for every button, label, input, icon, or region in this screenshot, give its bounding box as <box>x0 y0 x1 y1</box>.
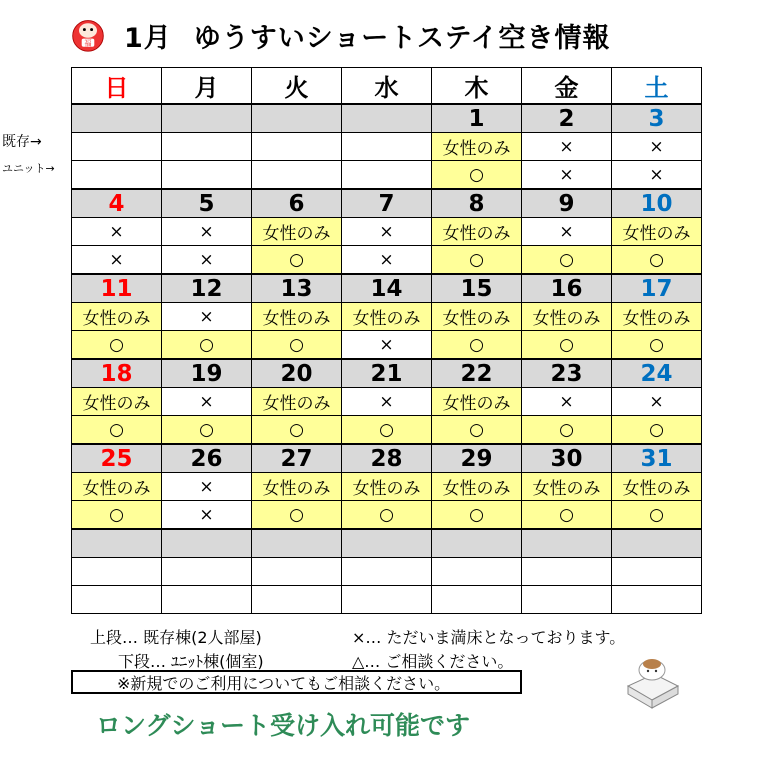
date-cell: 1 <box>432 104 522 133</box>
availability-cell: ○ <box>612 246 702 275</box>
availability-cell <box>72 558 162 586</box>
title-text: ゆうすいショートステイ空き情報 <box>193 22 611 54</box>
availability-cell: 女性のみ <box>252 388 342 416</box>
availability-cell <box>522 586 612 614</box>
availability-cell <box>432 586 522 614</box>
weekday-0: 日 <box>72 68 162 105</box>
availability-cell: ○ <box>162 416 252 445</box>
availability-cell <box>72 586 162 614</box>
weekday-5: 金 <box>522 68 612 105</box>
date-row <box>72 444 702 473</box>
availability-cell: × <box>522 161 612 190</box>
date-cell <box>522 529 612 558</box>
date-cell: 16 <box>522 274 612 303</box>
date-cell: 24 <box>612 359 702 388</box>
date-cell: 15 <box>432 274 522 303</box>
availability-cell: × <box>612 161 702 190</box>
availability-cell: 女性のみ <box>432 473 522 501</box>
date-cell: 10 <box>612 189 702 218</box>
unit-building-row <box>72 586 702 614</box>
availability-cell <box>342 586 432 614</box>
availability-cell: ○ <box>252 501 342 530</box>
availability-cell <box>432 558 522 586</box>
availability-cell: ○ <box>162 331 252 360</box>
availability-cell: × <box>522 133 612 161</box>
date-cell <box>72 529 162 558</box>
weekday-3: 水 <box>342 68 432 105</box>
date-cell: 14 <box>342 274 432 303</box>
availability-cell: 女性のみ <box>72 473 162 501</box>
date-row <box>72 529 702 558</box>
availability-cell <box>252 586 342 614</box>
availability-cell: ○ <box>522 331 612 360</box>
availability-cell: × <box>342 331 432 360</box>
availability-cell: × <box>72 246 162 275</box>
availability-cell: ○ <box>72 331 162 360</box>
date-cell: 22 <box>432 359 522 388</box>
existing-building-row <box>72 133 702 161</box>
legend-lower-row: 下段… ﾕﾆｯﾄ棟(個室) <box>118 652 264 671</box>
availability-cell: ○ <box>342 501 432 530</box>
availability-cell: 女性のみ <box>252 218 342 246</box>
availability-cell: 女性のみ <box>432 133 522 161</box>
availability-cell: 女性のみ <box>342 303 432 331</box>
date-cell: 26 <box>162 444 252 473</box>
existing-building-row <box>72 558 702 586</box>
date-row <box>72 189 702 218</box>
date-cell: 19 <box>162 359 252 388</box>
availability-cell: ○ <box>432 331 522 360</box>
date-cell: 9 <box>522 189 612 218</box>
date-cell: 5 <box>162 189 252 218</box>
date-cell <box>342 104 432 133</box>
calendar-table <box>71 67 702 614</box>
availability-cell <box>72 133 162 161</box>
weekday-2: 火 <box>252 68 342 105</box>
footer-message: ロングショート受け入れ可能です <box>96 711 471 740</box>
existing-building-row <box>72 473 702 501</box>
date-cell <box>162 104 252 133</box>
weekday-6: 土 <box>612 68 702 105</box>
availability-cell: 女性のみ <box>432 218 522 246</box>
date-cell <box>252 529 342 558</box>
availability-cell <box>342 558 432 586</box>
availability-cell <box>612 586 702 614</box>
date-cell: 7 <box>342 189 432 218</box>
legend-upper-row: 上段… 既存棟(2人部屋) <box>90 628 262 647</box>
availability-cell: × <box>162 501 252 530</box>
unit-building-row <box>72 331 702 360</box>
date-cell: 18 <box>72 359 162 388</box>
availability-cell: ○ <box>432 246 522 275</box>
availability-cell: 女性のみ <box>432 303 522 331</box>
date-row <box>72 274 702 303</box>
availability-cell: ○ <box>252 331 342 360</box>
date-row <box>72 359 702 388</box>
date-cell: 21 <box>342 359 432 388</box>
legend-consult: △… ご相談ください。 <box>352 652 514 671</box>
availability-cell: ○ <box>432 161 522 190</box>
availability-cell: × <box>342 246 432 275</box>
date-row <box>72 104 702 133</box>
weekday-header-row <box>72 68 702 105</box>
availability-cell: × <box>162 303 252 331</box>
date-cell <box>432 529 522 558</box>
availability-cell <box>162 133 252 161</box>
availability-cell: × <box>522 388 612 416</box>
availability-cell: ○ <box>432 416 522 445</box>
cake-illustration <box>622 656 682 710</box>
header <box>70 12 611 58</box>
date-cell: 13 <box>252 274 342 303</box>
availability-cell: 女性のみ <box>612 218 702 246</box>
existing-building-row <box>72 218 702 246</box>
weekday-1: 月 <box>162 68 252 105</box>
availability-cell: ○ <box>342 416 432 445</box>
availability-cell: ○ <box>252 416 342 445</box>
availability-cell <box>342 161 432 190</box>
date-cell <box>342 529 432 558</box>
date-cell: 11 <box>72 274 162 303</box>
availability-cell: ○ <box>612 416 702 445</box>
availability-cell: ○ <box>72 416 162 445</box>
availability-cell: × <box>522 218 612 246</box>
availability-cell: ○ <box>612 331 702 360</box>
existing-building-row <box>72 303 702 331</box>
date-cell <box>162 529 252 558</box>
page-title <box>124 16 611 55</box>
date-cell: 20 <box>252 359 342 388</box>
availability-cell: ○ <box>522 246 612 275</box>
availability-cell: 女性のみ <box>72 303 162 331</box>
date-cell <box>72 104 162 133</box>
side-label-upper: 既存→ <box>2 134 42 150</box>
availability-cell <box>252 161 342 190</box>
availability-cell: ○ <box>252 246 342 275</box>
existing-building-row <box>72 388 702 416</box>
side-label-lower: ユニット→ <box>2 162 55 175</box>
title-month: 1月 <box>124 22 172 54</box>
availability-cell: 女性のみ <box>522 303 612 331</box>
availability-cell: ○ <box>612 501 702 530</box>
availability-cell: ○ <box>72 501 162 530</box>
date-cell: 4 <box>72 189 162 218</box>
availability-cell <box>612 558 702 586</box>
availability-cell <box>162 161 252 190</box>
availability-cell: 女性のみ <box>612 303 702 331</box>
availability-cell <box>252 133 342 161</box>
date-cell: 17 <box>612 274 702 303</box>
availability-cell: 女性のみ <box>252 303 342 331</box>
availability-cell: × <box>162 218 252 246</box>
date-cell: 28 <box>342 444 432 473</box>
availability-cell: 女性のみ <box>612 473 702 501</box>
notice-box: ※新規でのご利用についてもご相談ください。 <box>71 670 522 694</box>
availability-cell: × <box>162 388 252 416</box>
legend-full: ×… ただいま満床となっております。 <box>352 628 626 647</box>
date-cell: 6 <box>252 189 342 218</box>
availability-cell: × <box>342 218 432 246</box>
availability-cell: × <box>162 246 252 275</box>
availability-cell: 女性のみ <box>522 473 612 501</box>
availability-cell: × <box>612 133 702 161</box>
availability-cell <box>342 133 432 161</box>
date-cell: 27 <box>252 444 342 473</box>
date-cell: 29 <box>432 444 522 473</box>
availability-cell: ○ <box>522 501 612 530</box>
date-cell: 30 <box>522 444 612 473</box>
unit-building-row <box>72 416 702 445</box>
availability-cell: × <box>162 473 252 501</box>
availability-cell <box>162 558 252 586</box>
date-cell: 25 <box>72 444 162 473</box>
availability-cell: × <box>342 388 432 416</box>
availability-cell: × <box>612 388 702 416</box>
availability-cell <box>72 161 162 190</box>
weekday-4: 木 <box>432 68 522 105</box>
unit-building-row <box>72 501 702 530</box>
date-cell: 31 <box>612 444 702 473</box>
date-cell: 3 <box>612 104 702 133</box>
date-cell: 8 <box>432 189 522 218</box>
date-cell: 12 <box>162 274 252 303</box>
daruma-label: 福 <box>84 38 92 48</box>
availability-cell: × <box>72 218 162 246</box>
unit-building-row <box>72 246 702 275</box>
date-cell <box>252 104 342 133</box>
availability-cell: 女性のみ <box>432 388 522 416</box>
availability-cell <box>252 558 342 586</box>
availability-cell: ○ <box>432 501 522 530</box>
availability-cell: ○ <box>522 416 612 445</box>
availability-cell: 女性のみ <box>252 473 342 501</box>
unit-building-row <box>72 161 702 190</box>
availability-cell: 女性のみ <box>342 473 432 501</box>
date-cell <box>612 529 702 558</box>
availability-cell <box>522 558 612 586</box>
availability-cell: 女性のみ <box>72 388 162 416</box>
availability-cell <box>162 586 252 614</box>
date-cell: 23 <box>522 359 612 388</box>
daruma-icon <box>70 17 106 53</box>
date-cell: 2 <box>522 104 612 133</box>
